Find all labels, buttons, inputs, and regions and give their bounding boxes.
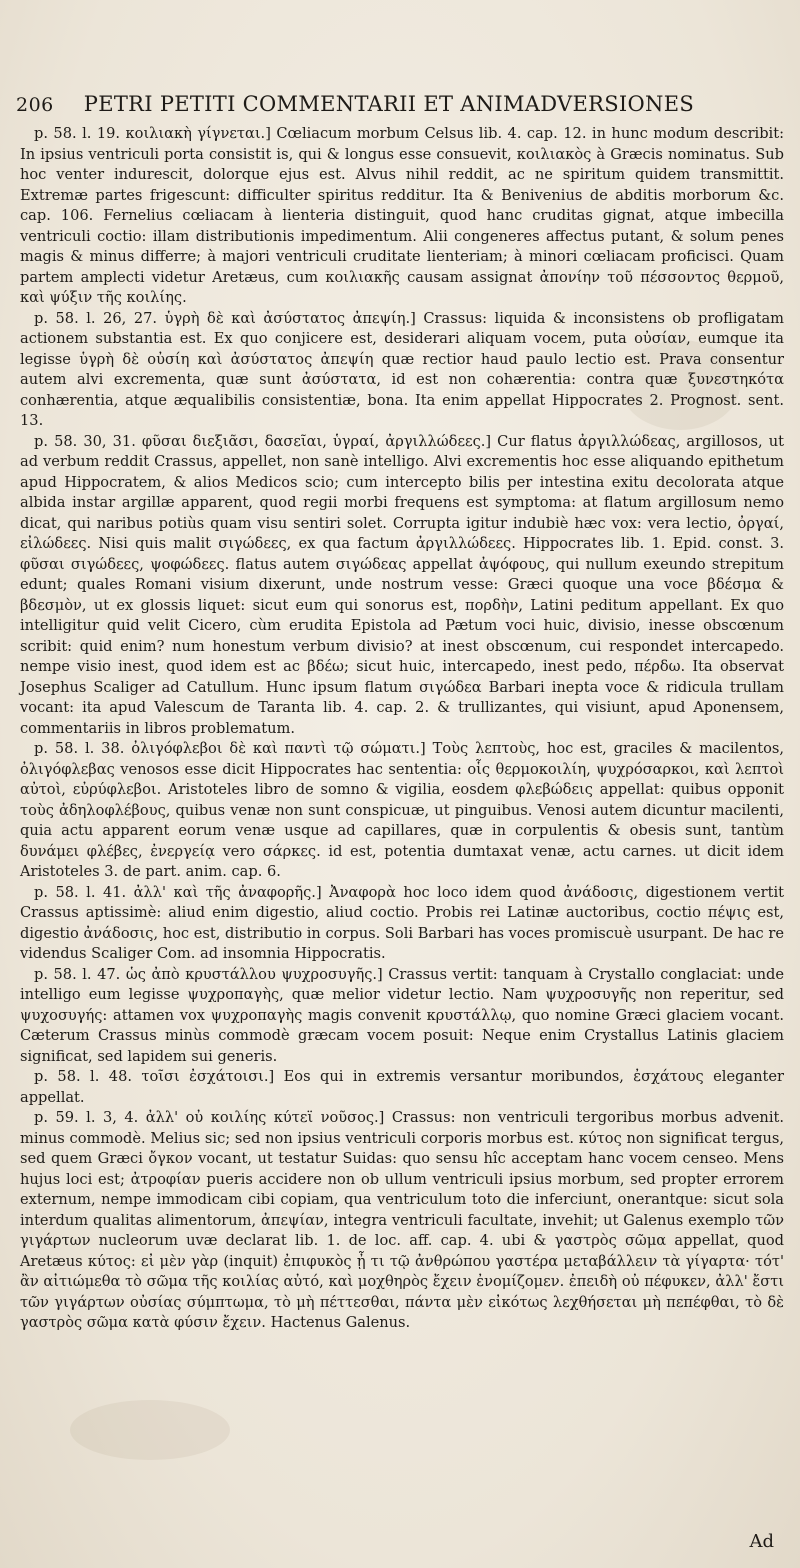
commentary-paragraph: p. 58. l. 41. ἀλλ' καὶ τῆς ἀναφορῆς.] Ἀναφορὰ hoc loco idem quod ἀνάδοσις, digestionem vertit Crassus aptissimè: aliud enim digestio, aliud coctio. Probis rei Latinæ auctoribus, coctio πέψις est, digestio ἀνάδοσις, hoc est, distributio in corpus. Soli Barbari has voces promiscuè usurpant. De hac re videndus Scaliger Com. ad insomnia Hippocratis.: [20, 883, 784, 962]
commentary-paragraph: p. 58. l. 19. κοιλιακὴ γίγνεται.] Cœliacum morbum Celsus lib. 4. cap. 12. in hunc modum describit: In ipsius ventriculi porta consistit is, qui & longus esse consuevit, κοιλιακὸς à Græcis nominatus. Sub hoc venter indurescit, dolorque ejus est. Alvus nihil reddit, ac ne spiritum quidem transmittit. Extremæ partes frigescunt: difficulter spiritus redditur. Ita & Benivenius de abditis morborum &c. cap. 106. Fernelius cœliacam à lienteria distinguit, quod hanc cruditas gignat, atque imbecilla ventriculi coctio: illam distributionis impedimentum. Alii congeneres affectus putant, & solum penes magis & minus differre; à majori ventriculi cruditate lienteriam; à minori cœliacam proficisci. Quam partem amplecti videtur Aretæus, cum κοιλιακῆς causam assignat ἀπονίην τοῦ πέσσοντος θερμοῦ, καὶ ψύξιν τῆς κοιλίης.: [20, 125, 784, 306]
commentary-paragraph: p. 58. l. 48. τοῖσι ἐσχάτοισι.] Eos qui in extremis versantur moribundos, ἐσχάτους eleganter appellat.: [20, 1068, 784, 1106]
commentary-paragraph: p. 58. l. 38. ὀλιγόφλεβοι δὲ καὶ παντὶ τῷ σώματι.] Τοὺς λεπτοὺς, hoc est, graciles & macilentos, ὀλιγόφλεβας venosos esse dicit Hippocrates hac sententia: οἷς θερμοκοιλίη, ψυχρόσαρκοι, καὶ λεπτοὶ αὐτοὶ, εὐρύφλεβοι. Aristoteles libro de somno & vigilia, eosdem φλεβώδεις appellat: quibus opponit τοὺς ἀδηλοφλέβους, quibus venæ non sunt conspicuæ, ut pinguibus. Venosi autem dicuntur macilenti, quia actu apparent eorum venæ usque ad capillares, quæ in corpulentis & obesis sunt, tantùm δυνάμει φλέβες, ἐνεργείᾳ vero σάρκες. id est, potentia dumtaxat venæ, actu carnes. ut dicit idem Aristoteles 3. de part. anim. cap. 6.: [20, 740, 784, 880]
commentary-paragraph: p. 59. l. 3, 4. ἀλλ' οὐ κοιλίης κύτεϊ νοῦσος.] Crassus: non ventriculi tergoribus morbus advenit. minus commodè. Melius sic; sed non ipsius ventriculi corporis morbus est. κύτος non significat tergus, sed quem Græci ὄγκον vocant, ut testatur Suidas: quo sensu hîc acceptam hanc vocem censeo. Mens hujus loci est; ἀτροφίαν pueris accidere non ob ullum ventriculi ipsius morbum, sed propter errorem externum, nempe immodicam cibi copiam, qua ventriculum toto die inferciunt, onerantque: sicut sola interdum qualitas alimentorum, ἀπεψίαν, integra ventriculi facultate, invehit; ut Galenus exemplo τῶν γιγάρτων nucleorum uvæ declarat lib. 1. de loc. aff. cap. 4. ubi & γαστρὸς σῶμα appellat, quod Aretæus κύτος: εἰ μὲν γὰρ (inquit) ἐπιφυκὸς ᾖ τι τῷ ἀνθρώπου γαστέρα μεταβάλλειν τὰ γίγαρτα· τότ' ἂν αἰτιώμεθα τὸ σῶμα τῆς κοιλίας αὐτό, καὶ μοχθηρὸς ἔχειν ἐνομίζομεν. ἐπειδὴ οὐ πέφυκεν, ἀλλ' ἔστι τῶν γιγάρτων οὐσίας σύμπτωμα, τὸ μὴ πέττεσθαι, πάντα μὲν εἰκότως λεχθήσεται μὴ πεπέφθαι, τὸ δὲ γαστρὸς σῶμα κατὰ φύσιν ἔχειν. Hactenus Galenus.: [20, 1109, 784, 1331]
commentary-paragraph: p. 58. 30, 31. φῦσαι διεξιᾶσι, δασεῖαι, ὑγραί, ἀργιλλώδεες.] Cur flatus ἀργιλλώδεας, argillosos, ut ad verbum reddit Crassus, appellet, non sanè intelligo. Alvi excrementis hoc esse aliquando epithetum apud Hippocratem, & alios Medicos scio; cum intercepto bilis per intestina exitu decolorata atque albida instar argillæ apparent, quod regii morbi frequens est symptoma: at flatum argillosum nemo dicat, qui naribus potiùs quam visu sentiri solet. Corrupta igitur indubiè hæc vox: vera lectio, ὀργαί, εἰλώδεες. Nisi quis malit σιγώδεες, ex qua factum ἀργιλλώδεες. Hippocrates lib. 1. Epid. const. 3. φῦσαι σιγώδεες, ψοφώδεες. flatus autem σιγώδεας appellat ἀψόφους, qui nullum exeundo strepitum edunt; quales Romani visium dixerunt, unde nostrum vesse: Græci quoque una voce βδέσμα & βδεσμὸν, ut ex glossis liquet: sicut eum qui sonorus est, πορδὴν, Latini peditum appellant. Ex quo intelligitur quid velit Cicero, cùm erudita Epistola ad Pætum voci huic, divisio, inesse obscœnum scribit: quid enim? num honestum verbum divisio? at inest obscœnum, cui respondet intercapedo. nempe visio inest, quod idem est ac βδέω; sicut huic, intercapedo, inest pedo, πέρδω. Ita observat Josephus Scaliger ad Catullum. Hunc ipsum flatum σιγώδεα Barbari inepta voce & ridicula trullam vocant: ita apud Valescum de Taranta lib. 4. cap. 2. & trullizantes, qui visiunt, apud Aponensem, commentariis in libros problematum.: [20, 432, 784, 737]
commentary-paragraph: p. 58. l. 47. ὡς ἀπὸ κρυστάλλου ψυχροσυγῆς.] Crassus vertit: tanquam à Crystallo conglaciat: unde intelligo eum legisse ψυχροπαγὴς, quæ melior videtur lectio. Nam ψυχροσυγῆς non reperitur, sed ψυχοσυγής: attamen vox ψυχροπαγὴς magis convenit κρυστάλλῳ, quo nomine Græci glaciem vocant. Cæterum Crassus minùs commodè græcam vocem posuit: Neque enim Crystallus Latinis glaciem significat, sed lapidem sui generis.: [20, 965, 784, 1065]
commentary-paragraph: p. 58. l. 26, 27. ὑγρὴ δὲ καὶ ἀσύστατος ἀπεψίη.] Crassus: liquida & inconsistens ob profligatam actionem substantia est. Ex quo conjicere est, desiderari aliquam vocem, puta οὐσίαν, eumque ita legisse ὑγρὴ δὲ οὐσίη καὶ ἀσύστατος ἀπεψίη quæ rectior haud paulo lectio est. Prava consentur autem alvi excrementa, quæ sunt ἀσύστατα, id est non cohærentia: contra quæ ξυνεστηκότα conhærentia, atque æqualibilis consistentiæ, bona. Ita enim appellat Hippocrates 2. Prognost. sent. 13.: [20, 309, 784, 429]
commentary-text: [20, 124, 784, 1334]
paper-stain: [70, 1400, 230, 1460]
page-number: 206: [16, 94, 54, 116]
catchword: Ad: [749, 1531, 774, 1552]
page-header: [16, 92, 786, 124]
running-title: PETRI PETITI COMMENTARII ET ANIMADVERSIONES: [83, 92, 695, 116]
